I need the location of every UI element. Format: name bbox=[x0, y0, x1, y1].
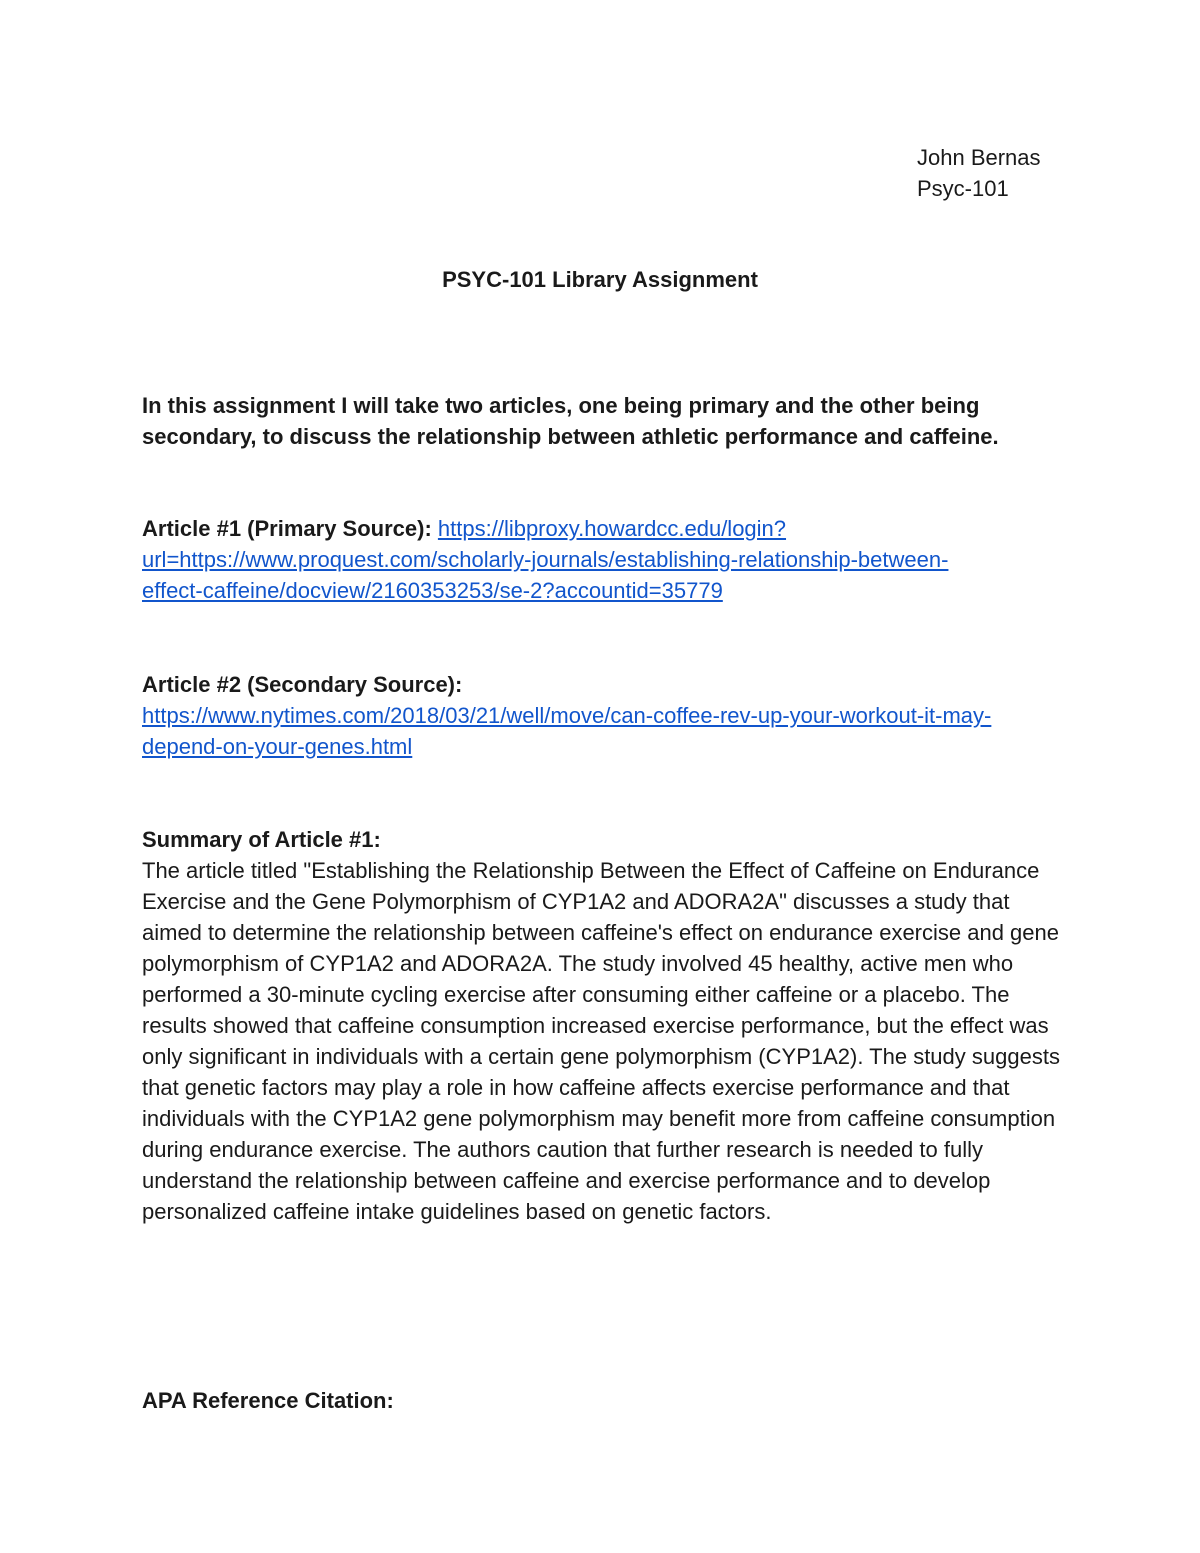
article-2-section bbox=[142, 669, 1062, 762]
article-1-link-line-3[interactable]: effect-caffeine/docview/2160353253/se-2?accountid=35779 bbox=[142, 578, 723, 603]
author-name: John Bernas bbox=[917, 145, 1041, 170]
summary-text: The article titled "Establishing the Relationship Between the Effect of Caffeine on Endurance Exercise and the Gene Polymorphism of CYP1A2 and ADORA2A" discusses a study that aimed to determine the relationship between caffeine's effect on endurance exercise and gene polymorphism of CYP1A2 and ADORA2A. The study involved 45 healthy, active men who performed a 30-minute cycling exercise after consuming either caffeine or a placebo. The results showed that caffeine consumption increased exercise performance, but the effect was only significant in individuals with a certain gene polymorphism (CYP1A2). The study suggests that genetic factors may play a role in how caffeine affects exercise performance and that individuals with the CYP1A2 gene polymorphism may benefit more from caffeine consumption during endurance exercise. The authors caution that further research is needed to fully understand the relationship between caffeine and exercise performance and to develop personalized caffeine intake guidelines based on genetic factors. bbox=[142, 858, 1060, 1224]
article-2-link-line-1[interactable]: https://www.nytimes.com/2018/03/21/well/move/can-coffee-rev-up-your-workout-it-may- bbox=[142, 703, 992, 728]
article-1-section bbox=[142, 513, 1062, 606]
article-1-link-line-1[interactable]: https://libproxy.howardcc.edu/login? bbox=[437, 516, 787, 541]
intro-text: In this assignment I will take two articles, one being primary and the other being secondary, to discuss the relationship between athletic performance and caffeine. bbox=[142, 393, 999, 449]
apa-citation-heading: APA Reference Citation: bbox=[142, 1388, 394, 1413]
document-title: PSYC-101 Library Assignment bbox=[442, 267, 758, 292]
course-name: Psyc-101 bbox=[917, 176, 1009, 201]
intro-paragraph bbox=[142, 390, 1062, 452]
article-1-label: Article #1 (Primary Source): bbox=[142, 516, 438, 541]
summary-section bbox=[142, 824, 1062, 1227]
author-header bbox=[917, 142, 1041, 204]
summary-heading: Summary of Article #1: bbox=[142, 827, 381, 852]
article-1-link-line-2[interactable]: url=https://www.proquest.com/scholarly-journals/establishing-relationship-between- bbox=[142, 547, 949, 572]
article-2-label: Article #2 (Secondary Source): bbox=[142, 672, 463, 697]
article-2-link-line-2[interactable]: depend-on-your-genes.html bbox=[142, 734, 413, 759]
